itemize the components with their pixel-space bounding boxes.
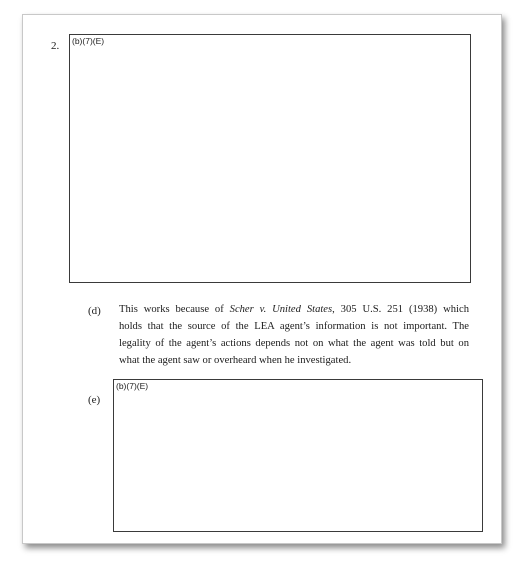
item-number: 2. [51, 40, 60, 52]
paragraph-d [119, 301, 469, 369]
subitem-letter-d: (d) [88, 305, 101, 317]
paragraph-line-3: legality of the agent’s actions depends not on what the agent was told but on [119, 338, 469, 349]
paragraph-text: , 305 U.S. 251 (1938) which [332, 304, 469, 315]
redaction-label-top: (b)(7)(E) [72, 36, 105, 46]
redaction-label-bottom: (b)(7)(E) [116, 381, 149, 391]
case-citation: Scher v. United States [229, 304, 333, 315]
paragraph-text: This works because of [119, 304, 230, 315]
redaction-box-bottom [113, 379, 483, 532]
paragraph-line-4: what the agent saw or overheard when he investigated. [119, 355, 352, 366]
paragraph-line-1 [119, 301, 469, 318]
paragraph-line-2: holds that the source of the LEA agent’s information is not important. The [119, 321, 469, 332]
subitem-letter-e: (e) [88, 394, 101, 406]
redaction-box-top [69, 34, 471, 283]
